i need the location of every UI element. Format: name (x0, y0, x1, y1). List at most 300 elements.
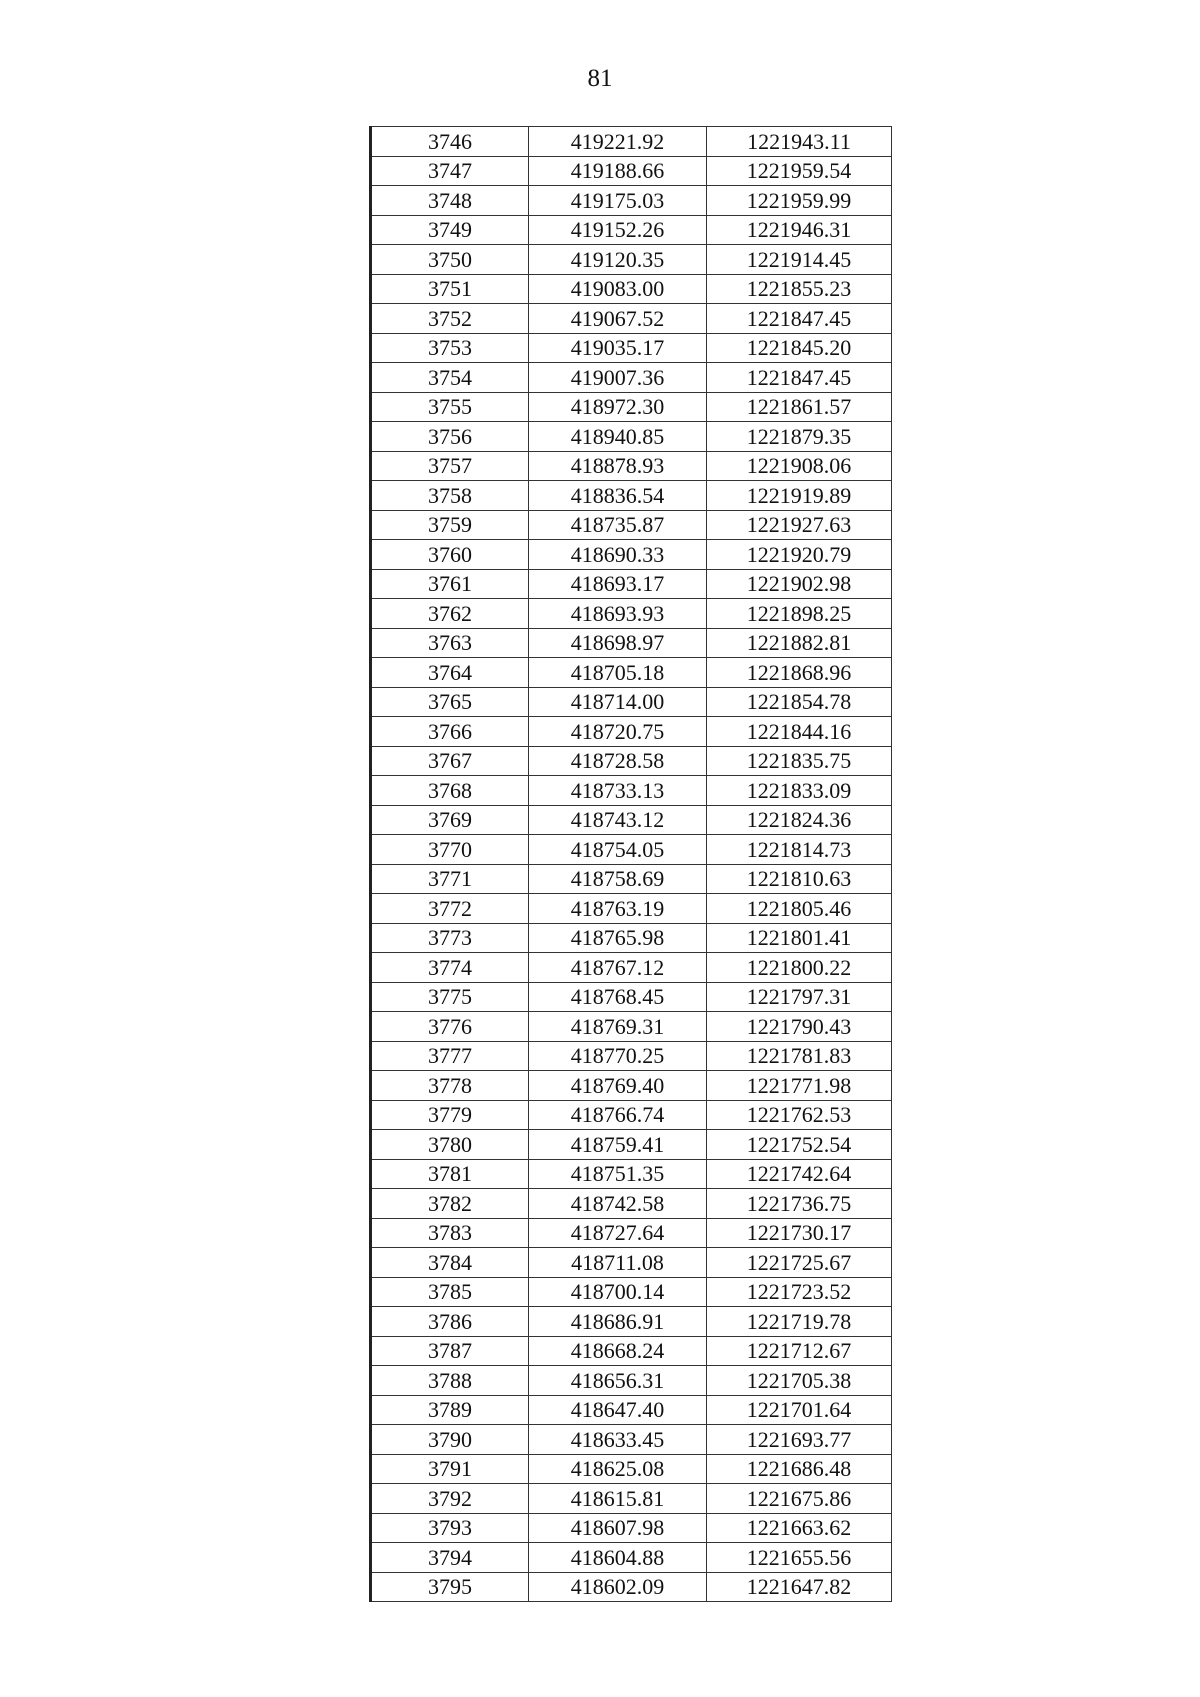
cell-text: 3773 (428, 925, 472, 950)
cell-text: 3786 (428, 1308, 472, 1334)
y-coordinate-cell (707, 894, 892, 924)
point-number-cell (371, 599, 529, 629)
point-number-cell (371, 569, 529, 599)
x-coordinate-cell (529, 894, 707, 924)
cell-text: 3760 (428, 541, 472, 567)
table-row (371, 1189, 892, 1219)
cell-text: 3778 (428, 1072, 472, 1098)
y-coordinate-cell (707, 746, 892, 776)
cell-text: 3764 (428, 659, 472, 685)
cell-text: 418693.93 (570, 600, 665, 626)
y-coordinate-cell (707, 864, 892, 894)
cell-text: 1221902.98 (746, 571, 852, 596)
cell-text: 418693.17 (570, 571, 665, 596)
cell-text: 419188.66 (570, 158, 665, 183)
cell-text: 3747 (428, 158, 472, 183)
x-coordinate-cell (529, 1159, 707, 1189)
cell-text: 418607.98 (570, 1515, 665, 1540)
table-row (371, 127, 892, 157)
y-coordinate-cell (707, 363, 892, 393)
x-coordinate-cell (529, 1100, 707, 1130)
point-number-cell (371, 628, 529, 658)
x-coordinate-cell (529, 835, 707, 865)
cell-text: 1221693.77 (746, 1426, 852, 1452)
table-row (371, 628, 892, 658)
cell-text: 419175.03 (570, 187, 665, 213)
table-row (371, 1395, 892, 1425)
y-coordinate-cell (707, 776, 892, 806)
cell-text: 1221801.41 (746, 925, 852, 950)
table-row (371, 658, 892, 688)
x-coordinate-cell (529, 481, 707, 511)
table-row (371, 864, 892, 894)
cell-text: 418705.18 (570, 659, 665, 685)
y-coordinate-cell (707, 186, 892, 216)
cell-text: 3759 (428, 512, 472, 537)
point-number-cell (371, 422, 529, 452)
y-coordinate-cell (707, 1041, 892, 1071)
cell-text: 418633.45 (570, 1426, 665, 1452)
table-row (371, 1012, 892, 1042)
x-coordinate-cell (529, 805, 707, 835)
x-coordinate-cell (529, 1366, 707, 1396)
cell-text: 3766 (428, 718, 472, 744)
y-coordinate-cell (707, 1572, 892, 1602)
x-coordinate-cell (529, 658, 707, 688)
y-coordinate-cell (707, 982, 892, 1012)
cell-text: 1221712.67 (746, 1338, 852, 1363)
table-row (371, 1100, 892, 1130)
table-row (371, 510, 892, 540)
cell-text: 1221847.45 (746, 305, 852, 331)
table-row (371, 982, 892, 1012)
table-row (371, 1513, 892, 1543)
cell-text: 3756 (428, 423, 472, 449)
y-coordinate-cell (707, 1012, 892, 1042)
table-row (371, 274, 892, 304)
table-row (371, 422, 892, 452)
x-coordinate-cell (529, 717, 707, 747)
cell-text: 3780 (428, 1131, 472, 1157)
point-number-cell (371, 1277, 529, 1307)
point-number-cell (371, 186, 529, 216)
point-number-cell (371, 1572, 529, 1602)
x-coordinate-cell (529, 274, 707, 304)
cell-text: 3792 (428, 1485, 472, 1511)
point-number-cell (371, 864, 529, 894)
cell-text: 1221854.78 (746, 689, 852, 714)
table-row (371, 481, 892, 511)
cell-text: 1221844.16 (746, 718, 852, 744)
cell-text: 1221701.64 (746, 1397, 852, 1422)
table-row (371, 1218, 892, 1248)
point-number-cell (371, 245, 529, 275)
cell-text: 418754.05 (570, 836, 665, 862)
x-coordinate-cell (529, 1248, 707, 1278)
cell-text: 3782 (428, 1190, 472, 1216)
point-number-cell (371, 540, 529, 570)
cell-text: 418720.75 (570, 718, 665, 744)
cell-text: 418770.25 (570, 1043, 665, 1068)
cell-text: 1221705.38 (746, 1367, 852, 1393)
point-number-cell (371, 304, 529, 334)
cell-text: 3757 (428, 453, 472, 478)
point-number-cell (371, 1454, 529, 1484)
x-coordinate-cell (529, 1513, 707, 1543)
y-coordinate-cell (707, 215, 892, 245)
y-coordinate-cell (707, 1484, 892, 1514)
cell-text: 418743.12 (570, 807, 665, 832)
cell-text: 419152.26 (570, 217, 665, 242)
y-coordinate-cell (707, 658, 892, 688)
table-row (371, 186, 892, 216)
cell-text: 3789 (428, 1397, 472, 1422)
cell-text: 418700.14 (570, 1279, 665, 1304)
table-row (371, 1454, 892, 1484)
y-coordinate-cell (707, 1425, 892, 1455)
cell-text: 1221686.48 (746, 1456, 852, 1481)
x-coordinate-cell (529, 953, 707, 983)
x-coordinate-cell (529, 923, 707, 953)
cell-text: 418711.08 (571, 1249, 664, 1275)
cell-text: 3762 (428, 600, 472, 626)
cell-text: 418940.85 (570, 423, 665, 449)
cell-text: 3795 (428, 1574, 472, 1599)
x-coordinate-cell (529, 392, 707, 422)
cell-text: 1221663.62 (746, 1515, 852, 1540)
y-coordinate-cell (707, 1130, 892, 1160)
cell-text: 418763.19 (570, 895, 665, 921)
x-coordinate-cell (529, 687, 707, 717)
point-number-cell (371, 1425, 529, 1455)
cell-text: 3765 (428, 689, 472, 714)
point-number-cell (371, 717, 529, 747)
table-row (371, 451, 892, 481)
cell-text: 3752 (428, 305, 472, 331)
y-coordinate-cell (707, 1513, 892, 1543)
y-coordinate-cell (707, 127, 892, 157)
cell-text: 1221752.54 (746, 1131, 852, 1157)
cell-text: 418768.45 (570, 984, 665, 1009)
point-number-cell (371, 835, 529, 865)
x-coordinate-cell (529, 127, 707, 157)
cell-text: 1221847.45 (746, 364, 852, 390)
x-coordinate-cell (529, 982, 707, 1012)
y-coordinate-cell (707, 805, 892, 835)
cell-text: 1221675.86 (746, 1485, 852, 1511)
point-number-cell (371, 156, 529, 186)
cell-text: 418668.24 (570, 1338, 665, 1363)
cell-text: 3783 (428, 1220, 472, 1245)
x-coordinate-cell (529, 1277, 707, 1307)
y-coordinate-cell (707, 1336, 892, 1366)
cell-text: 419120.35 (570, 246, 665, 272)
table-row (371, 1159, 892, 1189)
point-number-cell (371, 1041, 529, 1071)
cell-text: 1221868.96 (746, 659, 852, 685)
table-row (371, 1307, 892, 1337)
cell-text: 3785 (428, 1279, 472, 1304)
cell-text: 418769.40 (570, 1072, 665, 1098)
x-coordinate-cell (529, 1484, 707, 1514)
cell-text: 1221920.79 (746, 541, 852, 567)
point-number-cell (371, 1159, 529, 1189)
y-coordinate-cell (707, 333, 892, 363)
cell-text: 3793 (428, 1515, 472, 1540)
cell-text: 418742.58 (570, 1190, 665, 1216)
cell-text: 418625.08 (570, 1456, 665, 1481)
cell-text: 418751.35 (570, 1161, 665, 1186)
x-coordinate-cell (529, 1218, 707, 1248)
cell-text: 1221882.81 (746, 630, 852, 655)
cell-text: 3775 (428, 984, 472, 1009)
cell-text: 418656.31 (570, 1367, 665, 1393)
y-coordinate-cell (707, 392, 892, 422)
point-number-cell (371, 127, 529, 157)
point-number-cell (371, 1130, 529, 1160)
cell-text: 3758 (428, 482, 472, 508)
x-coordinate-cell (529, 628, 707, 658)
cell-text: 418765.98 (570, 925, 665, 950)
table-row (371, 1336, 892, 1366)
cell-text: 1221762.53 (746, 1102, 852, 1127)
point-number-cell (371, 1336, 529, 1366)
y-coordinate-cell (707, 1543, 892, 1573)
cell-text: 3750 (428, 246, 472, 272)
cell-text: 3753 (428, 335, 472, 360)
coordinates-table-body (371, 127, 892, 1602)
x-coordinate-cell (529, 186, 707, 216)
cell-text: 1221861.57 (746, 394, 852, 419)
cell-text: 418728.58 (570, 748, 665, 773)
cell-text: 3746 (428, 128, 472, 154)
cell-text: 1221781.83 (746, 1043, 852, 1068)
point-number-cell (371, 805, 529, 835)
x-coordinate-cell (529, 363, 707, 393)
cell-text: 418836.54 (570, 482, 665, 508)
cell-text: 3781 (428, 1161, 472, 1186)
table-row (371, 156, 892, 186)
cell-text: 418758.69 (570, 866, 665, 891)
cell-text: 3769 (428, 807, 472, 832)
x-coordinate-cell (529, 1307, 707, 1337)
x-coordinate-cell (529, 540, 707, 570)
y-coordinate-cell (707, 510, 892, 540)
cell-text: 1221790.43 (746, 1013, 852, 1039)
cell-text: 3749 (428, 217, 472, 242)
cell-text: 419067.52 (570, 305, 665, 331)
cell-text: 3777 (428, 1043, 472, 1068)
y-coordinate-cell (707, 569, 892, 599)
point-number-cell (371, 1189, 529, 1219)
point-number-cell (371, 481, 529, 511)
cell-text: 418602.09 (570, 1574, 665, 1599)
cell-text: 1221908.06 (746, 453, 852, 478)
cell-text: 418733.13 (570, 777, 665, 803)
cell-text: 3767 (428, 748, 472, 773)
y-coordinate-cell (707, 628, 892, 658)
table-row (371, 1277, 892, 1307)
cell-text: 3779 (428, 1102, 472, 1127)
point-number-cell (371, 982, 529, 1012)
cell-text: 3776 (428, 1013, 472, 1039)
cell-text: 1221647.82 (746, 1574, 852, 1599)
table-row (371, 363, 892, 393)
point-number-cell (371, 1395, 529, 1425)
x-coordinate-cell (529, 1395, 707, 1425)
x-coordinate-cell (529, 1336, 707, 1366)
y-coordinate-cell (707, 1100, 892, 1130)
x-coordinate-cell (529, 156, 707, 186)
point-number-cell (371, 1248, 529, 1278)
x-coordinate-cell (529, 422, 707, 452)
cell-text: 1221771.98 (746, 1072, 852, 1098)
cell-text: 3784 (428, 1249, 472, 1275)
cell-text: 1221725.67 (746, 1249, 852, 1275)
x-coordinate-cell (529, 1071, 707, 1101)
cell-text: 418686.91 (570, 1308, 665, 1334)
cell-text: 418727.64 (570, 1220, 665, 1245)
y-coordinate-cell (707, 687, 892, 717)
table-row (371, 569, 892, 599)
table-row (371, 1041, 892, 1071)
cell-text: 1221810.63 (746, 866, 852, 891)
y-coordinate-cell (707, 274, 892, 304)
point-number-cell (371, 1012, 529, 1042)
y-coordinate-cell (707, 1071, 892, 1101)
x-coordinate-cell (529, 599, 707, 629)
cell-text: 1221959.99 (746, 187, 852, 213)
cell-text: 1221943.11 (747, 128, 851, 154)
cell-text: 418615.81 (570, 1485, 665, 1511)
y-coordinate-cell (707, 1159, 892, 1189)
point-number-cell (371, 274, 529, 304)
table-row (371, 1425, 892, 1455)
x-coordinate-cell (529, 1454, 707, 1484)
table-row (371, 776, 892, 806)
point-number-cell (371, 1513, 529, 1543)
y-coordinate-cell (707, 481, 892, 511)
cell-text: 418766.74 (570, 1102, 665, 1127)
y-coordinate-cell (707, 953, 892, 983)
x-coordinate-cell (529, 1425, 707, 1455)
cell-text: 1221655.56 (746, 1544, 852, 1570)
x-coordinate-cell (529, 245, 707, 275)
cell-text: 1221835.75 (746, 748, 852, 773)
x-coordinate-cell (529, 1041, 707, 1071)
cell-text: 3790 (428, 1426, 472, 1452)
page-number: 81 (587, 65, 613, 92)
point-number-cell (371, 1366, 529, 1396)
cell-text: 1221845.20 (746, 335, 852, 360)
cell-text: 418767.12 (570, 954, 665, 980)
table-row (371, 1366, 892, 1396)
y-coordinate-cell (707, 1218, 892, 1248)
x-coordinate-cell (529, 1189, 707, 1219)
point-number-cell (371, 658, 529, 688)
cell-text: 1221814.73 (746, 836, 852, 862)
point-number-cell (371, 363, 529, 393)
x-coordinate-cell (529, 304, 707, 334)
y-coordinate-cell (707, 1277, 892, 1307)
table-row (371, 717, 892, 747)
coordinates-table (369, 126, 892, 1602)
x-coordinate-cell (529, 1130, 707, 1160)
cell-text: 3788 (428, 1367, 472, 1393)
cell-text: 419007.36 (570, 364, 665, 390)
point-number-cell (371, 1543, 529, 1573)
y-coordinate-cell (707, 1189, 892, 1219)
cell-text: 3794 (428, 1544, 472, 1570)
table-row (371, 599, 892, 629)
table-row (371, 923, 892, 953)
y-coordinate-cell (707, 304, 892, 334)
cell-text: 1221824.36 (746, 807, 852, 832)
cell-text: 1221833.09 (746, 777, 852, 803)
y-coordinate-cell (707, 1454, 892, 1484)
cell-text: 3770 (428, 836, 472, 862)
table-row (371, 805, 892, 835)
point-number-cell (371, 746, 529, 776)
cell-text: 3791 (428, 1456, 472, 1481)
point-number-cell (371, 1100, 529, 1130)
point-number-cell (371, 333, 529, 363)
cell-text: 418647.40 (570, 1397, 665, 1422)
cell-text: 1221855.23 (746, 276, 852, 301)
cell-text: 3772 (428, 895, 472, 921)
point-number-cell (371, 392, 529, 422)
cell-text: 418698.97 (570, 630, 665, 655)
cell-text: 3768 (428, 777, 472, 803)
cell-text: 1221800.22 (746, 954, 852, 980)
y-coordinate-cell (707, 422, 892, 452)
table-row (371, 1543, 892, 1573)
cell-text: 1221736.75 (746, 1190, 852, 1216)
cell-text: 418714.00 (570, 689, 665, 714)
cell-text: 3751 (428, 276, 472, 301)
x-coordinate-cell (529, 864, 707, 894)
y-coordinate-cell (707, 245, 892, 275)
cell-text: 1221919.89 (746, 482, 852, 508)
cell-text: 418759.41 (570, 1131, 665, 1157)
point-number-cell (371, 894, 529, 924)
x-coordinate-cell (529, 776, 707, 806)
cell-text: 3754 (428, 364, 472, 390)
table-row (371, 1130, 892, 1160)
cell-text: 418972.30 (570, 394, 665, 419)
x-coordinate-cell (529, 215, 707, 245)
point-number-cell (371, 953, 529, 983)
table-row (371, 1484, 892, 1514)
y-coordinate-cell (707, 717, 892, 747)
table-row (371, 540, 892, 570)
y-coordinate-cell (707, 835, 892, 865)
cell-text: 3774 (428, 954, 472, 980)
point-number-cell (371, 1218, 529, 1248)
table-row (371, 746, 892, 776)
cell-text: 1221723.52 (746, 1279, 852, 1304)
cell-text: 1221898.25 (746, 600, 852, 626)
point-number-cell (371, 1484, 529, 1514)
point-number-cell (371, 1307, 529, 1337)
cell-text: 1221797.31 (746, 984, 852, 1009)
cell-text: 1221879.35 (746, 423, 852, 449)
cell-text: 3761 (428, 571, 472, 596)
cell-text: 3787 (428, 1338, 472, 1363)
point-number-cell (371, 451, 529, 481)
cell-text: 1221927.63 (746, 512, 852, 537)
x-coordinate-cell (529, 746, 707, 776)
